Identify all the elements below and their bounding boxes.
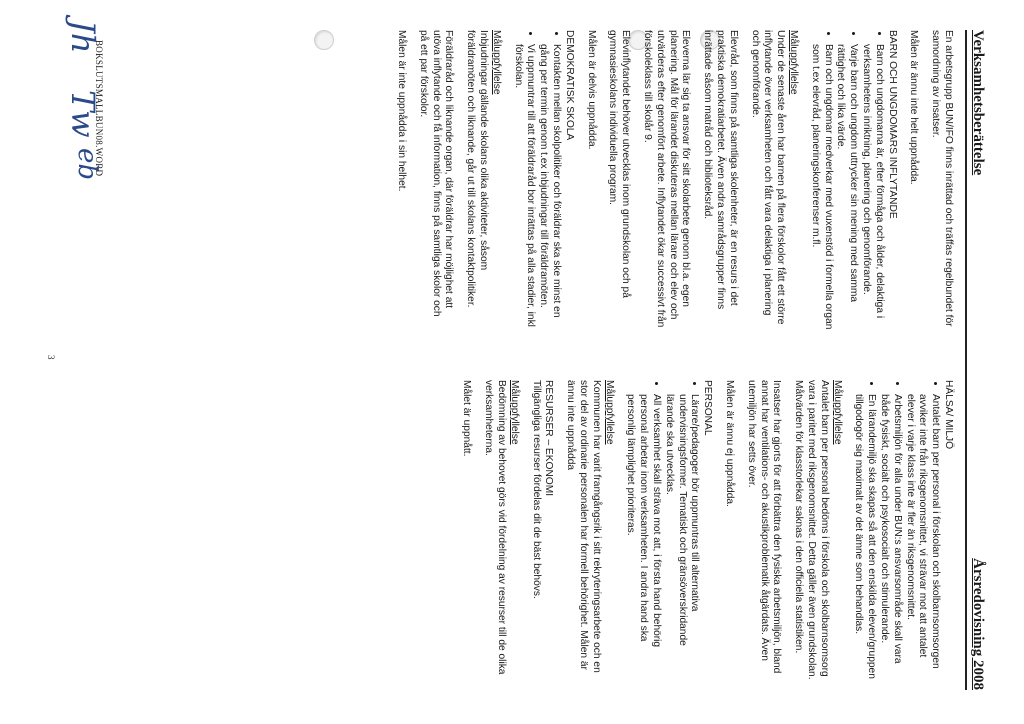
paragraph: [748, 30, 799, 330]
bullet-list: [624, 380, 701, 680]
list-item: • Varje barn och ungdom uttrycker sin mening med samma rättighet och lika värde.: [834, 44, 860, 330]
paragraph: Målen är delvis uppnådda.: [585, 30, 597, 150]
bullet-list: [511, 30, 562, 330]
paragraph: Föräldraråd och liknande organ, där föräldrar har möjlighet att utöva inflytande och få information, finns på samtliga skolor och på ett par förskolor.: [417, 30, 455, 317]
subheading-maluppfyllelse: Måluppfyllelse: [490, 30, 502, 95]
list-item: • Arbetsmiljön för alla under BUN:s ansvarsområde skall vara både fysiskt, socialt och psykosocialt och stimulerande.: [877, 394, 903, 680]
list-item: • En lärandemiljö ska skapas så att den enskilda eleven/gruppen tillgodogör sig maximalt av det ämne som behandlas.: [852, 394, 878, 680]
paragraph: Tillgängliga resurser fördelas dit de bäst behövs.: [530, 380, 542, 599]
header-right-title: Årsredovisning 2008: [970, 558, 986, 690]
subheading-maluppfyllelse: Måluppfyllelse: [603, 380, 615, 445]
paragraph: Insatser har gjorts för att förbättra den fysiska arbetsmiljön, bland annat har ventilations- och akustikproblematik åtgärdats. Även utemiljön har setts över.: [745, 380, 783, 674]
paragraph: [563, 380, 614, 680]
column-right: [451, 380, 954, 680]
paragraph: [482, 380, 520, 680]
subheading-maluppfyllelse: Måluppfyllelse: [788, 30, 800, 95]
section-heading: HÄLSA/ MILJÖ: [943, 380, 954, 450]
paragraph: Målen är ännu inte helt uppnådda.: [908, 30, 920, 185]
paragraph-text: Inbjudningar gällande skolans olika aktiviteter, såsom föräldramöten och liknande, går ut till skolans kontaktpolitiker.: [465, 30, 490, 308]
paragraph: [464, 30, 502, 330]
paragraph-text: Kommunen har varit framgångsrik i sitt rekryteringsarbete och en stor del av ordinarie personalen har formell behörighet. Målen är ännu inte uppnådda: [565, 380, 602, 673]
section-heading: PERSONAL: [702, 380, 714, 436]
list-item: • Kontakten mellan skolpolitiker och föräldrar ska ske minst en gång per termin genom t.ex inbjudningar till föräldramöten.: [536, 44, 562, 330]
section-heading: RESURSER – EKONOMI: [543, 380, 555, 497]
paragraph-text: Antalet barn per personal bedöms i förskola och skolbarnsomsorg vara i paritet med riksgenomsnittet. Detta gäller även grundskolan. Måtvärden för klasstorlekar saknas i den officiella statistiken.: [793, 380, 830, 680]
paragraph: Eleverna lär sig ta ansvar för sitt skolarbete genom bl.a. egen planering. Mål för lärandet diskuteras mellan lärare och elev och utvärderas efter genomfört arbete. Inflytandet ökar successivt från förskoleklass till skolår 9.: [642, 30, 692, 328]
paragraph-text: Bedömning av behovet görs vid fördelning av resurser till de olika verksamheterna.: [483, 380, 508, 675]
list-item: • Barn och ungdomarna är, efter förmåga och ålder, delaktiga i verksamhetens inriktning, planering och genomförande.: [859, 44, 885, 330]
section-heading: DEMOKRATISK SKOLA: [563, 30, 575, 141]
paragraph: Målen är inte uppnådda i sin helhet.: [396, 30, 408, 192]
list-item: • All verksamhet skall sträva mot att, i första hand behörig personal arbetar inom verksamheten. I andra hand ska personlig lämplighet prioriteras.: [624, 394, 662, 680]
page-header: [965, 30, 986, 690]
signature-initials: eb: [72, 148, 102, 181]
paragraph: Elevinflytandet behöver utvecklas inom grundskolan och på gymnasieskolans individuella program.: [607, 30, 632, 298]
paragraph: Målet är uppnått.: [461, 380, 473, 457]
list-item: • Barn och ungdomar medverkar med vuxenstöd i formella organ som t.ex elevråd, planeringskonferenser m.fl.: [808, 44, 834, 330]
list-item: • Antalet barn per personal i förskolan och skolbarnsomsorgen avviker inte från riksgenomsnittet, vi strävar mot att antalet elever i varje klass inte är fler än riksgenomsnittet.: [903, 394, 941, 680]
header-left-title: Verksamhetsberättelse: [970, 30, 986, 176]
paragraph: [791, 380, 842, 680]
signature-initials: Jh: [64, 20, 102, 54]
subheading-maluppfyllelse: Måluppfyllelse: [831, 380, 843, 445]
signature-initials: Tw: [64, 90, 102, 138]
paragraph: En arbetsgrupp BUN/IFO finns inrättad och träffas regelbundet för samordning av insatser.: [930, 30, 954, 327]
column-left: [385, 30, 954, 330]
page-number: 3: [46, 355, 56, 360]
list-item: • Vi uppmuntrar till att föräldraråd bor inrättas på alla stadier, inkl förskolan.: [511, 44, 537, 330]
footer-file-label: BOKSLUTSMALLBUN08.WORD: [94, 40, 104, 177]
bullet-list: [808, 30, 885, 330]
paragraph: Målen är ännu ej uppnådda.: [724, 380, 736, 507]
subheading-maluppfyllelse: Måluppfyllelse: [508, 380, 520, 445]
section-heading: BARN OCH UNGDOMARS INFLYTANDE: [886, 30, 898, 219]
paragraph-text: Under de senaste åren har barnen på flera förskolor fått ett större inflytande över verksamheten och fått vara delaktiga i planering och genomförande.: [749, 30, 787, 325]
list-item: • Lärare/pedagoger bör uppmuntras till alternativa undervisningsformer. Tematiskt och gränsöverskridande lärande ska utvecklas.: [662, 394, 700, 680]
bullet-list: [852, 380, 942, 680]
paragraph: Elevråd, som finns på samtliga skolenheter, är en resurs i det praktiska demokratiarbetet. Även andra samrådsgrupper finns inrättade såsom matråd och biblioteksråd.: [702, 30, 739, 310]
